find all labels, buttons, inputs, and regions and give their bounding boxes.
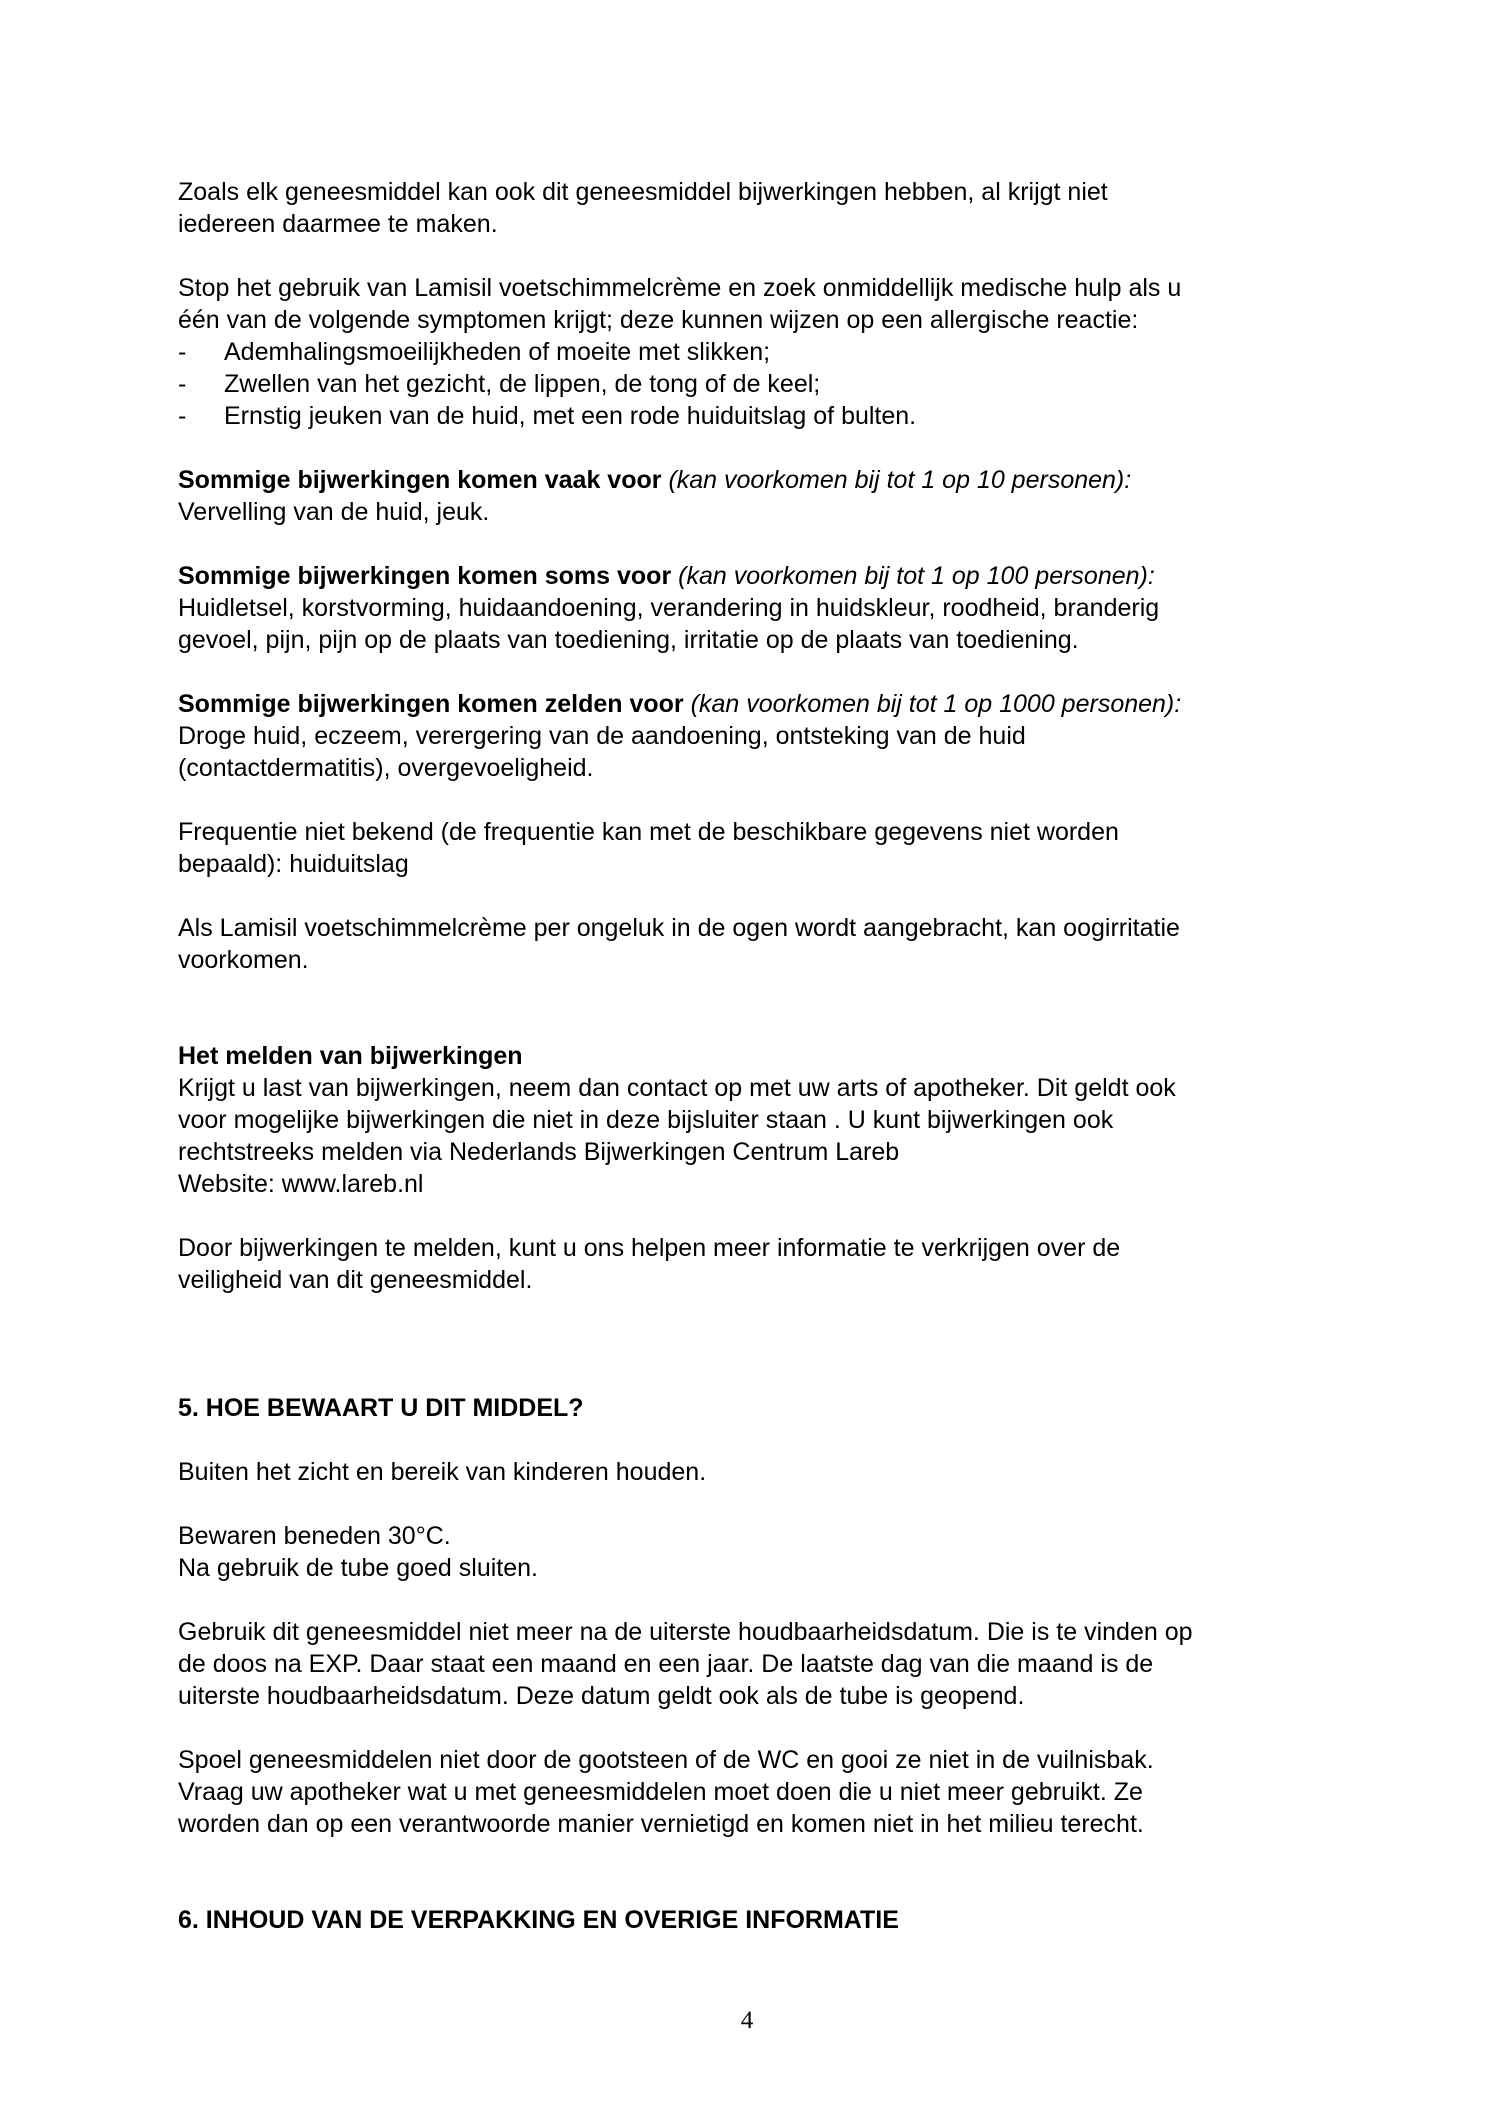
frequency-label: Sommige bijwerkingen komen vaak voor	[178, 466, 662, 494]
text-line: Stop het gebruik van Lamisil voetschimmelcrème en zoek onmiddellijk medische hulp als u	[178, 274, 1182, 302]
list-item	[178, 400, 1328, 432]
frequency-label: Sommige bijwerkingen komen soms voor	[178, 562, 672, 590]
website-line: Website: www.lareb.nl	[178, 1170, 424, 1198]
text-line: Krijgt u last van bijwerkingen, neem dan contact op met uw arts of apotheker. Dit geldt ook	[178, 1074, 1176, 1102]
dash-bullet: -	[178, 402, 187, 430]
list-item-text: Ernstig jeuken van de huid, met een rode huiduitslag of bulten.	[224, 402, 917, 430]
spacer	[178, 1008, 1328, 1040]
frequency-line	[178, 688, 1328, 720]
text-line: gevoel, pijn, pijn op de plaats van toediening, irritatie op de plaats van toediening.	[178, 626, 1079, 654]
text-line: Vraag uw apotheker wat u met geneesmiddelen moet doen die u niet meer gebruikt. Ze	[178, 1778, 1143, 1806]
frequency-line	[178, 464, 1328, 496]
text-line: Droge huid, eczeem, verergering van de aandoening, ontsteking van de huid	[178, 722, 1026, 750]
text-line: Gebruik dit geneesmiddel niet meer na de uiterste houdbaarheidsdatum. Die is te vinden op	[178, 1618, 1193, 1646]
text-line: iedereen daarmee te maken.	[178, 210, 498, 238]
spacer	[178, 1328, 1328, 1392]
text-line: Als Lamisil voetschimmelcrème per ongeluk in de ogen wordt aangebracht, kan oogirritatie	[178, 914, 1180, 942]
text-line: Door bijwerkingen te melden, kunt u ons helpen meer informatie te verkrijgen over de	[178, 1234, 1121, 1262]
stop-paragraph	[178, 272, 1328, 432]
text-line: uiterste houdbaarheidsdatum. Deze datum geldt ook als de tube is geopend.	[178, 1682, 1025, 1710]
storage-paragraph-3	[178, 1616, 1328, 1712]
list-item	[178, 368, 1328, 400]
storage-paragraph-4	[178, 1744, 1328, 1840]
rare-side-effects	[178, 688, 1328, 784]
unknown-frequency-paragraph	[178, 816, 1328, 880]
text-line: Buiten het zicht en bereik van kinderen houden.	[178, 1458, 707, 1486]
page-number: 4	[740, 2007, 754, 2034]
text-line: Huidletsel, korstvorming, huidaandoening, verandering in huidskleur, roodheid, branderig	[178, 594, 1160, 622]
text-line: Spoel geneesmiddelen niet door de gootsteen of de WC en gooi ze niet in de vuilnisbak.	[178, 1746, 1154, 1774]
text-line: Zoals elk geneesmiddel kan ook dit geneesmiddel bijwerkingen hebben, al krijgt niet	[178, 178, 1108, 206]
text-line: Bewaren beneden 30°C.	[178, 1522, 451, 1550]
eye-irritation-paragraph	[178, 912, 1328, 976]
spacer	[178, 1872, 1328, 1904]
frequency-label: Sommige bijwerkingen komen zelden voor	[178, 690, 684, 718]
list-item	[178, 336, 1328, 368]
dash-bullet: -	[178, 370, 187, 398]
text-line: rechtstreeks melden via Nederlands Bijwerkingen Centrum Lareb	[178, 1138, 900, 1166]
frequency-note: (kan voorkomen bij tot 1 op 1000 personen):	[690, 690, 1182, 718]
text-line: voor mogelijke bijwerkingen die niet in deze bijsluiter staan . U kunt bijwerkingen ook	[178, 1106, 1114, 1134]
allergy-symptom-list	[178, 336, 1328, 432]
text-line: worden dan op een verantwoorde manier vernietigd en komen niet in het milieu terecht.	[178, 1810, 1144, 1838]
common-side-effects	[178, 464, 1328, 528]
frequency-note: (kan voorkomen bij tot 1 op 100 personen):	[678, 562, 1155, 590]
reporting-title: Het melden van bijwerkingen	[178, 1042, 523, 1070]
frequency-note: (kan voorkomen bij tot 1 op 10 personen):	[668, 466, 1132, 494]
document-body	[178, 176, 1328, 1968]
intro-paragraph	[178, 176, 1328, 240]
reporting-section	[178, 1040, 1328, 1200]
dash-bullet: -	[178, 338, 187, 366]
text-line: Vervelling van de huid, jeuk.	[178, 498, 490, 526]
text-line: (contactdermatitis), overgevoeligheid.	[178, 754, 594, 782]
list-item-text: Ademhalingsmoeilijkheden of moeite met slikken;	[224, 338, 771, 366]
text-line: de doos na EXP. Daar staat een maand en een jaar. De laatste dag van die maand is de	[178, 1650, 1154, 1678]
text-line: één van de volgende symptomen krijgt; deze kunnen wijzen op een allergische reactie:	[178, 306, 1139, 334]
text-line: Na gebruik de tube goed sluiten.	[178, 1554, 538, 1582]
frequency-line	[178, 560, 1328, 592]
text-line: bepaald): huiduitslag	[178, 850, 409, 878]
section-5-heading: 5. HOE BEWAART U DIT MIDDEL?	[178, 1394, 584, 1422]
storage-paragraph-1	[178, 1456, 1328, 1488]
reporting-help-paragraph	[178, 1232, 1328, 1296]
uncommon-side-effects	[178, 560, 1328, 656]
text-line: veiligheid van dit geneesmiddel.	[178, 1266, 533, 1294]
text-line: Frequentie niet bekend (de frequentie kan met de beschikbare gegevens niet worden	[178, 818, 1119, 846]
list-item-text: Zwellen van het gezicht, de lippen, de tong of de keel;	[224, 370, 821, 398]
text-line: voorkomen.	[178, 946, 309, 974]
section-6-heading: 6. INHOUD VAN DE VERPAKKING EN OVERIGE INFORMATIE	[178, 1906, 899, 1934]
storage-paragraph-2	[178, 1520, 1328, 1584]
